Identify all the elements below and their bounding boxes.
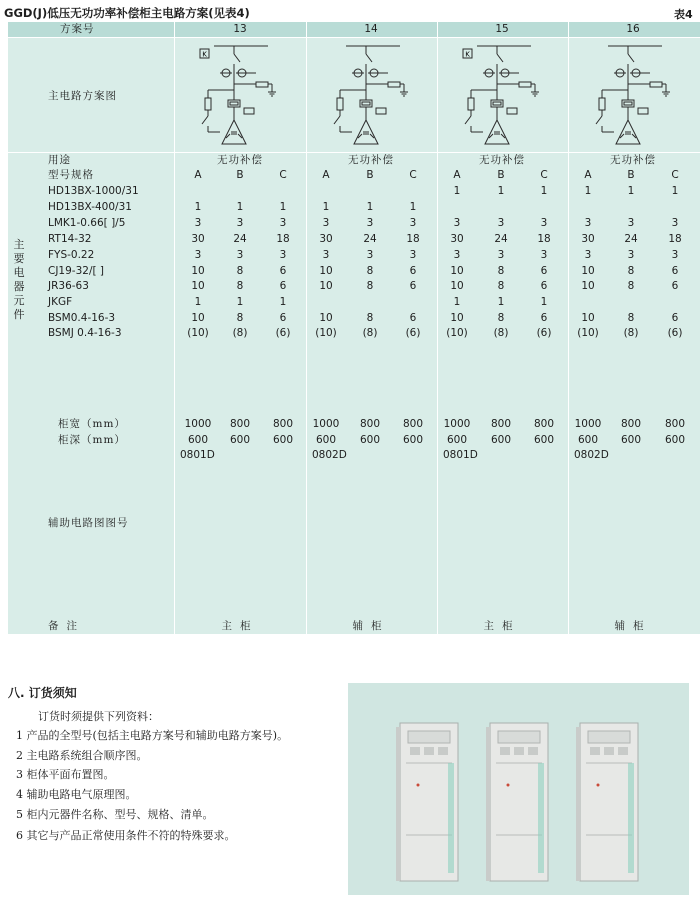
component-qty: 3 xyxy=(453,249,461,261)
component-qty: 30 xyxy=(191,233,205,245)
cabinet-1 xyxy=(396,723,458,881)
component-qty: 6 xyxy=(409,312,417,324)
usage-value: 无功补偿 xyxy=(610,154,656,166)
usage-label: 用途 xyxy=(48,154,71,166)
component-qty: 3 xyxy=(627,249,635,261)
width-value: 1000 xyxy=(574,418,602,430)
subcol-letter: A xyxy=(584,169,592,181)
scheme-number: 16 xyxy=(626,23,640,35)
component-qty: (6) xyxy=(667,327,683,339)
component-qty: 24 xyxy=(233,233,247,245)
component-qty: 1 xyxy=(409,201,417,213)
component-qty: (8) xyxy=(362,327,378,339)
width-value: 800 xyxy=(664,418,686,430)
component-qty: 24 xyxy=(363,233,377,245)
subcol-letter: A xyxy=(322,169,330,181)
component-qty: (6) xyxy=(536,327,552,339)
component-qty: 8 xyxy=(627,280,635,292)
component-qty: (8) xyxy=(493,327,509,339)
model-label: 型号规格 xyxy=(48,169,94,181)
order-item: 4 辅助电路电气原理图。 xyxy=(16,788,137,801)
subcol-letter: B xyxy=(366,169,374,181)
component-qty: 3 xyxy=(497,249,505,261)
component-qty: 24 xyxy=(494,233,508,245)
component-qty: 8 xyxy=(236,265,244,277)
subcol-letter: C xyxy=(279,169,287,181)
component-qty: 6 xyxy=(540,312,548,324)
component-qty: 3 xyxy=(627,217,635,229)
component-qty: 8 xyxy=(236,280,244,292)
component-qty: 1 xyxy=(627,185,635,197)
component-qty: 3 xyxy=(366,249,374,261)
component-qty: 6 xyxy=(409,280,417,292)
component-qty: 8 xyxy=(366,265,374,277)
component-qty: 6 xyxy=(279,265,287,277)
remark-value: 辅柜 xyxy=(614,620,652,632)
remark-value: 主柜 xyxy=(483,620,521,632)
scheme-label: 方案号 xyxy=(60,23,95,35)
component-name: BSM0.4-16-3 xyxy=(48,312,116,324)
width-value: 800 xyxy=(620,418,642,430)
component-qty: 8 xyxy=(497,280,505,292)
component-name: CJ19-32/[ ] xyxy=(48,265,105,277)
main-circuit-diagram xyxy=(584,40,688,152)
cabinet-2 xyxy=(486,723,548,881)
component-qty: 1 xyxy=(453,185,461,197)
component-qty: 10 xyxy=(450,312,464,324)
component-qty: 6 xyxy=(671,280,679,292)
component-group-label: 主要电器元件 xyxy=(13,238,25,321)
component-qty: 1 xyxy=(279,201,287,213)
component-qty: 3 xyxy=(322,249,330,261)
width-value: 800 xyxy=(229,418,251,430)
component-qty: 3 xyxy=(236,249,244,261)
component-qty: 3 xyxy=(671,217,679,229)
depth-value: 600 xyxy=(315,434,337,446)
component-qty: 24 xyxy=(624,233,638,245)
order-item: 1 产品的全型号(包括主电路方案号和辅助电路方案号)。 xyxy=(16,729,289,742)
width-value: 1000 xyxy=(443,418,471,430)
remark-value: 辅柜 xyxy=(352,620,390,632)
component-qty: 18 xyxy=(537,233,551,245)
component-name: FYS-0.22 xyxy=(48,249,95,261)
component-qty: 10 xyxy=(191,280,205,292)
depth-value: 600 xyxy=(577,434,599,446)
depth-value: 600 xyxy=(187,434,209,446)
component-qty: 6 xyxy=(279,312,287,324)
cabinet-photo xyxy=(348,683,689,895)
component-qty: 3 xyxy=(540,249,548,261)
component-qty: 3 xyxy=(409,217,417,229)
component-qty: 6 xyxy=(540,280,548,292)
order-item: 5 柜内元器件名称、型号、规格、清单。 xyxy=(16,808,214,821)
width-value: 800 xyxy=(359,418,381,430)
component-qty: 1 xyxy=(279,296,287,308)
component-qty: (8) xyxy=(623,327,639,339)
component-qty: 6 xyxy=(279,280,287,292)
usage-value: 无功补偿 xyxy=(479,154,525,166)
component-name: LMK1-0.66[ ]/5 xyxy=(48,217,126,229)
subcol-letter: B xyxy=(497,169,505,181)
subcol-letter: C xyxy=(671,169,679,181)
component-qty: 1 xyxy=(540,185,548,197)
order-item: 2 主电路系统组合顺序图。 xyxy=(16,749,148,762)
width-value: 800 xyxy=(533,418,555,430)
component-qty: 10 xyxy=(581,265,595,277)
subcol-letter: B xyxy=(627,169,635,181)
subcol-letter: B xyxy=(236,169,244,181)
component-qty: 8 xyxy=(497,265,505,277)
component-qty: 30 xyxy=(319,233,333,245)
order-item: 3 柜体平面布置图。 xyxy=(16,768,115,781)
component-qty: 8 xyxy=(627,265,635,277)
section-title: 八. 订货须知 xyxy=(8,686,77,700)
component-name: JR36-63 xyxy=(48,280,89,292)
subcol-letter: C xyxy=(409,169,417,181)
component-qty: 10 xyxy=(450,265,464,277)
component-qty: (10) xyxy=(446,327,468,339)
component-qty: 3 xyxy=(540,217,548,229)
width-value: 800 xyxy=(272,418,294,430)
component-qty: 1 xyxy=(497,185,505,197)
component-qty: 1 xyxy=(236,296,244,308)
component-qty: 10 xyxy=(319,265,333,277)
cabinet-3 xyxy=(576,723,638,881)
component-qty: 1 xyxy=(194,201,202,213)
table-ref: 表4 xyxy=(674,8,693,21)
subcol-letter: C xyxy=(540,169,548,181)
component-qty: 30 xyxy=(450,233,464,245)
component-qty: 10 xyxy=(319,312,333,324)
depth-value: 600 xyxy=(446,434,468,446)
component-qty: 3 xyxy=(497,217,505,229)
component-qty: 3 xyxy=(409,249,417,261)
depth-value: 600 xyxy=(229,434,251,446)
main-circuit-diagram xyxy=(190,40,294,152)
component-qty: 6 xyxy=(540,265,548,277)
remark-value: 主柜 xyxy=(221,620,259,632)
usage-value: 无功补偿 xyxy=(348,154,394,166)
subcol-letter: A xyxy=(453,169,461,181)
main-circuit-label: 主电路方案图 xyxy=(48,90,117,102)
main-circuit-diagram xyxy=(453,40,557,152)
component-qty: 1 xyxy=(497,296,505,308)
component-qty: 8 xyxy=(497,312,505,324)
width-value: 1000 xyxy=(184,418,212,430)
component-qty: (10) xyxy=(315,327,337,339)
component-qty: 8 xyxy=(627,312,635,324)
component-qty: 1 xyxy=(322,201,330,213)
order-item: 6 其它与产品正常使用条件不符的特殊要求。 xyxy=(16,829,236,842)
component-qty: 8 xyxy=(366,280,374,292)
svg-text:K: K xyxy=(465,50,470,59)
depth-value: 600 xyxy=(664,434,686,446)
component-qty: 1 xyxy=(540,296,548,308)
component-qty: 3 xyxy=(584,217,592,229)
component-qty: 10 xyxy=(191,312,205,324)
depth-value: 600 xyxy=(402,434,424,446)
component-qty: 3 xyxy=(279,249,287,261)
aux-label: 辅助电路图图号 xyxy=(48,517,129,529)
aux-code: 0801D xyxy=(443,449,478,461)
component-qty: 10 xyxy=(581,312,595,324)
component-qty: 3 xyxy=(322,217,330,229)
component-qty: (6) xyxy=(405,327,421,339)
component-name: JKGF xyxy=(48,296,73,308)
component-name: HD13BX-1000/31 xyxy=(48,185,139,197)
component-qty: 3 xyxy=(194,217,202,229)
component-qty: 6 xyxy=(671,265,679,277)
scheme-number: 15 xyxy=(495,23,509,35)
component-name: RT14-32 xyxy=(48,233,92,245)
component-qty: 10 xyxy=(450,280,464,292)
main-circuit-diagram xyxy=(322,40,426,152)
component-qty: (10) xyxy=(187,327,209,339)
component-qty: 8 xyxy=(236,312,244,324)
component-qty: 18 xyxy=(406,233,420,245)
page-title: GGD(J)低压无功功率补偿柜主电路方案(见表4) xyxy=(4,6,250,20)
depth-value: 600 xyxy=(620,434,642,446)
section-intro: 订货时须提供下列资料： xyxy=(38,710,159,723)
component-name: HD13BX-400/31 xyxy=(48,201,132,213)
component-qty: 3 xyxy=(453,217,461,229)
scheme-number: 13 xyxy=(233,23,247,35)
component-qty: 3 xyxy=(194,249,202,261)
component-name: BSMJ 0.4-16-3 xyxy=(48,327,122,339)
component-qty: 18 xyxy=(668,233,682,245)
depth-value: 600 xyxy=(533,434,555,446)
component-qty: 1 xyxy=(584,185,592,197)
usage-value: 无功补偿 xyxy=(217,154,263,166)
depth-label: 柜深（mm） xyxy=(58,434,126,446)
depth-value: 600 xyxy=(272,434,294,446)
component-qty: 8 xyxy=(366,312,374,324)
component-qty: 18 xyxy=(276,233,290,245)
component-qty: 1 xyxy=(453,296,461,308)
component-qty: 1 xyxy=(236,201,244,213)
aux-code: 0802D xyxy=(574,449,609,461)
depth-value: 600 xyxy=(359,434,381,446)
component-qty: 10 xyxy=(191,265,205,277)
scheme-number: 14 xyxy=(364,23,378,35)
subcol-letter: A xyxy=(194,169,202,181)
aux-code: 0801D xyxy=(180,449,215,461)
component-qty: 10 xyxy=(319,280,333,292)
component-qty: 3 xyxy=(279,217,287,229)
component-qty: 3 xyxy=(584,249,592,261)
component-qty: 1 xyxy=(671,185,679,197)
component-qty: 10 xyxy=(581,280,595,292)
component-qty: 30 xyxy=(581,233,595,245)
component-qty: 6 xyxy=(671,312,679,324)
component-qty: (8) xyxy=(232,327,248,339)
component-qty: 6 xyxy=(409,265,417,277)
component-qty: (6) xyxy=(275,327,291,339)
component-qty: 3 xyxy=(671,249,679,261)
component-qty: 1 xyxy=(194,296,202,308)
width-label: 柜宽（mm） xyxy=(58,418,126,430)
component-qty: 1 xyxy=(366,201,374,213)
width-value: 800 xyxy=(490,418,512,430)
component-qty: 3 xyxy=(236,217,244,229)
remark-label: 备注 xyxy=(48,620,85,632)
component-qty: 3 xyxy=(366,217,374,229)
component-qty: (10) xyxy=(577,327,599,339)
depth-value: 600 xyxy=(490,434,512,446)
aux-code: 0802D xyxy=(312,449,347,461)
width-value: 1000 xyxy=(312,418,340,430)
svg-text:K: K xyxy=(202,50,207,59)
width-value: 800 xyxy=(402,418,424,430)
